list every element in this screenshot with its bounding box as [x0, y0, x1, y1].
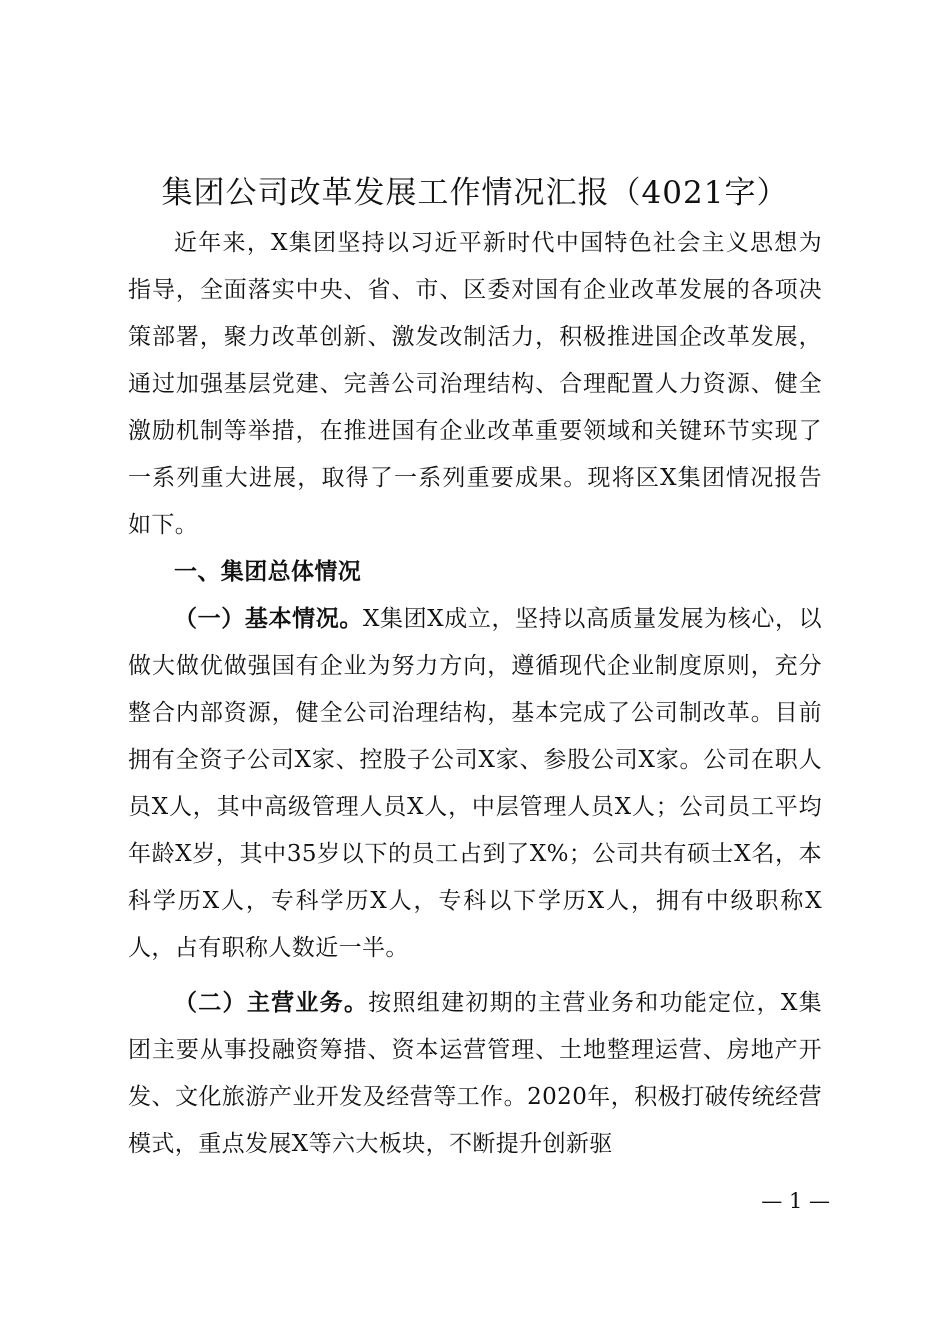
- section-heading-overall: 一、集团总体情况: [174, 559, 362, 585]
- page-number: — 1 —: [761, 1189, 830, 1213]
- intro-paragraph: 近年来，X集团坚持以习近平新时代中国特色社会主义思想为指导，全面落实中央、省、市、区委对国有企业改革发展的各项决策部署，聚力改革创新、激发改制活力，积极推进国企改革发展，通过加强基层党建、完善公司治理结构、合理配置人力资源、健全激励机制等举措，在推进国有企业改革重要领域和关键环节实现了一系列重大进展，取得了一系列重要成果。现将区X集团情况报告如下。: [128, 230, 822, 538]
- subsection-basic-info-lead: （一）基本情况。: [174, 606, 363, 632]
- subsection-basic-info-text: X集团X成立，坚持以高质量发展为核心，以做大做优做强国有企业为努力方向，遵循现代企业制度原则，充分整合内部资源，健全公司治理结构，基本完成了公司制改革。目前拥有全资子公司X家、控股子公司X家、参股公司X家。公司在职人员X人，其中高级管理人员X人，中层管理人员X人；公司员工平均年龄X岁，其中35岁以下的员工占到了X%；公司共有硕士X名，本科学历X人，专科学历X人，专科以下学历X人，拥有中级职称X人，占有职称人数近一半。: [128, 606, 823, 961]
- document-title: 集团公司改革发展工作情况汇报（4021字）: [161, 175, 789, 211]
- document-body: [128, 220, 822, 1168]
- subsection-main-business-lead: （二）主营业务。: [174, 990, 369, 1016]
- subsection-basic-info: [128, 596, 822, 972]
- subsection-main-business: [128, 980, 822, 1168]
- subsection-main-business-text: 按照组建初期的主营业务和功能定位，X集团主要从事投融资筹措、资本运营管理、土地整理运营、房地产开发、文化旅游产业开发及经营等工作。2020年，积极打破传统经营模式，重点发展X等六大板块，不断提升创新驱: [128, 990, 823, 1157]
